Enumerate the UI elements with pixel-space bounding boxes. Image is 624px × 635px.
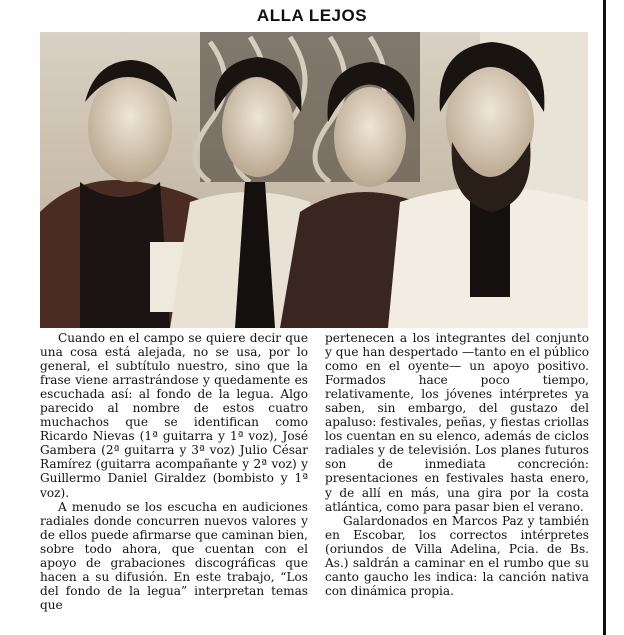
paragraph: pertenecen a los integrantes del conjunto y que han despertado —tanto en el público como en el oyente— un apoyo positivo. Formados hace poco tiempo, relativamente, los jóvenes intérpretes ya saben, sin embargo, del gustazo del apaluso: festivales, peñas, y fiestas criollas los cuentan en su elenco, además de ciclos radiales y de televisión. Los planes futuros son de inmediata concreción: presentaciones en festivales hasta enero, y de allí en más, una gira por la costa atlántica, como para pasar bien el verano. <box>325 331 589 514</box>
paragraph: Cuando en el campo se quiere decir que una cosa está alejada, no se usa, por lo general, el subtítulo nuestro, sino que la frase viene arrastrándose y quedamente es escuchada así: al fondo de la legua. Algo parecido al nombre de estos cuatro muchachos que se identifican como Ricardo Nievas (1ª guitarra y 1ª voz), José Gambera (2ª guitarra y 3ª voz) Julio César Ramírez (guitarra acompañante y 2ª voz) y Guillermo Daniel Giraldez (bombisto y 1ª voz). <box>40 331 308 500</box>
paragraph: Galardonados en Marcos Paz y también en Escobar, los correctos intérpretes (oriundos de Villa Adelina, Pcia. de Bs. As.) saldrán a caminar en el rumbo que su canto gaucho les indica: la canción nativa con dinámica propia. <box>325 513 589 598</box>
band-photo <box>40 32 588 328</box>
paragraph: A menudo se los escucha en audiciones radiales donde concurren nuevos valores y de ellos puede afirmarse que caminan bien, sobre todo ahora, que cuentan con el apoyo de grabaciones discográficas que hacen a su difusión. En este trabajo, “Los del fondo de la legua” interpretan temas que <box>40 499 309 612</box>
article-column-right <box>325 331 589 598</box>
article-title: ALLA LEJOS <box>256 6 368 25</box>
article-column-left <box>40 331 308 612</box>
column-divider <box>603 0 606 635</box>
band-photo-drawing <box>40 32 588 328</box>
